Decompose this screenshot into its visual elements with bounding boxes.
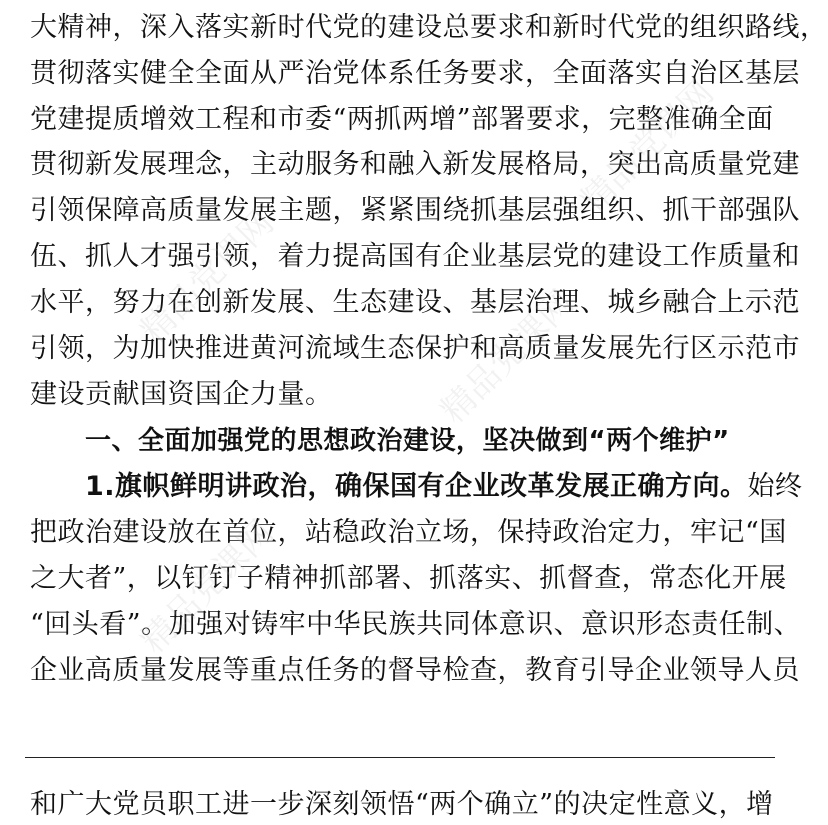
page-divider	[25, 757, 775, 758]
next-page-line: 和广大党员职工进一步深刻领悟“两个确立”的决定性意义，增	[30, 789, 774, 820]
paragraph-line: 引领，为加快推进黄河流域生态保护和高质量发展先行区示范市	[30, 333, 800, 364]
item-lead-title: 1.旗帜鲜明讲政治，确保国有企业改革发展正确方向。	[85, 471, 748, 502]
paragraph-line: 建设贡献国资国企力量。	[30, 379, 333, 410]
paragraph-line: 引领保障高质量发展主题，紧紧围绕抓基层强组织、抓干部强队	[30, 195, 800, 226]
section-heading: 一、全面加强党的思想政治建设，坚决做到“两个维护”	[85, 426, 730, 456]
watermark: 精品党课网	[573, 72, 722, 222]
paragraph-line: 水平，努力在创新发展、生态建设、基层治理、城乡融合上示范	[30, 287, 800, 318]
watermark: 精品党课网	[433, 282, 582, 432]
paragraph-line: 大精神，深入落实新时代党的建设总要求和新时代党的组织路线，	[30, 12, 828, 43]
paragraph-line: 企业高质量发展等重点任务的督导检查，教育引导企业领导人员	[30, 655, 800, 686]
watermark: 精品党课网	[133, 512, 282, 662]
paragraph-line: 伍、抓人才强引领，着力提高国有企业基层党的建设工作质量和	[30, 241, 800, 272]
paragraph-line: 把政治建设放在首位，站稳政治立场，保持政治定力，牢记“国	[30, 517, 787, 548]
paragraph-line: “回头看”。加强对铸牢中华民族共同体意识、意识形态责任制、	[30, 609, 802, 640]
item-first-line	[85, 467, 803, 507]
paragraph-line: 贯彻新发展理念，主动服务和融入新发展格局，突出高质量党建	[30, 149, 800, 180]
item-lead-rest: 始终	[747, 471, 803, 502]
paragraph-line: 贯彻落实健全全面从严治党体系任务要求，全面落实自治区基层	[30, 58, 800, 89]
paragraph-line: 党建提质增效工程和市委“两抓两增”部署要求，完整准确全面	[30, 104, 774, 135]
watermark: 精品党课网	[133, 202, 282, 352]
paragraph-line: 之大者”，以钉钉子精神抓部署、抓落实、抓督查，常态化开展	[30, 563, 787, 594]
